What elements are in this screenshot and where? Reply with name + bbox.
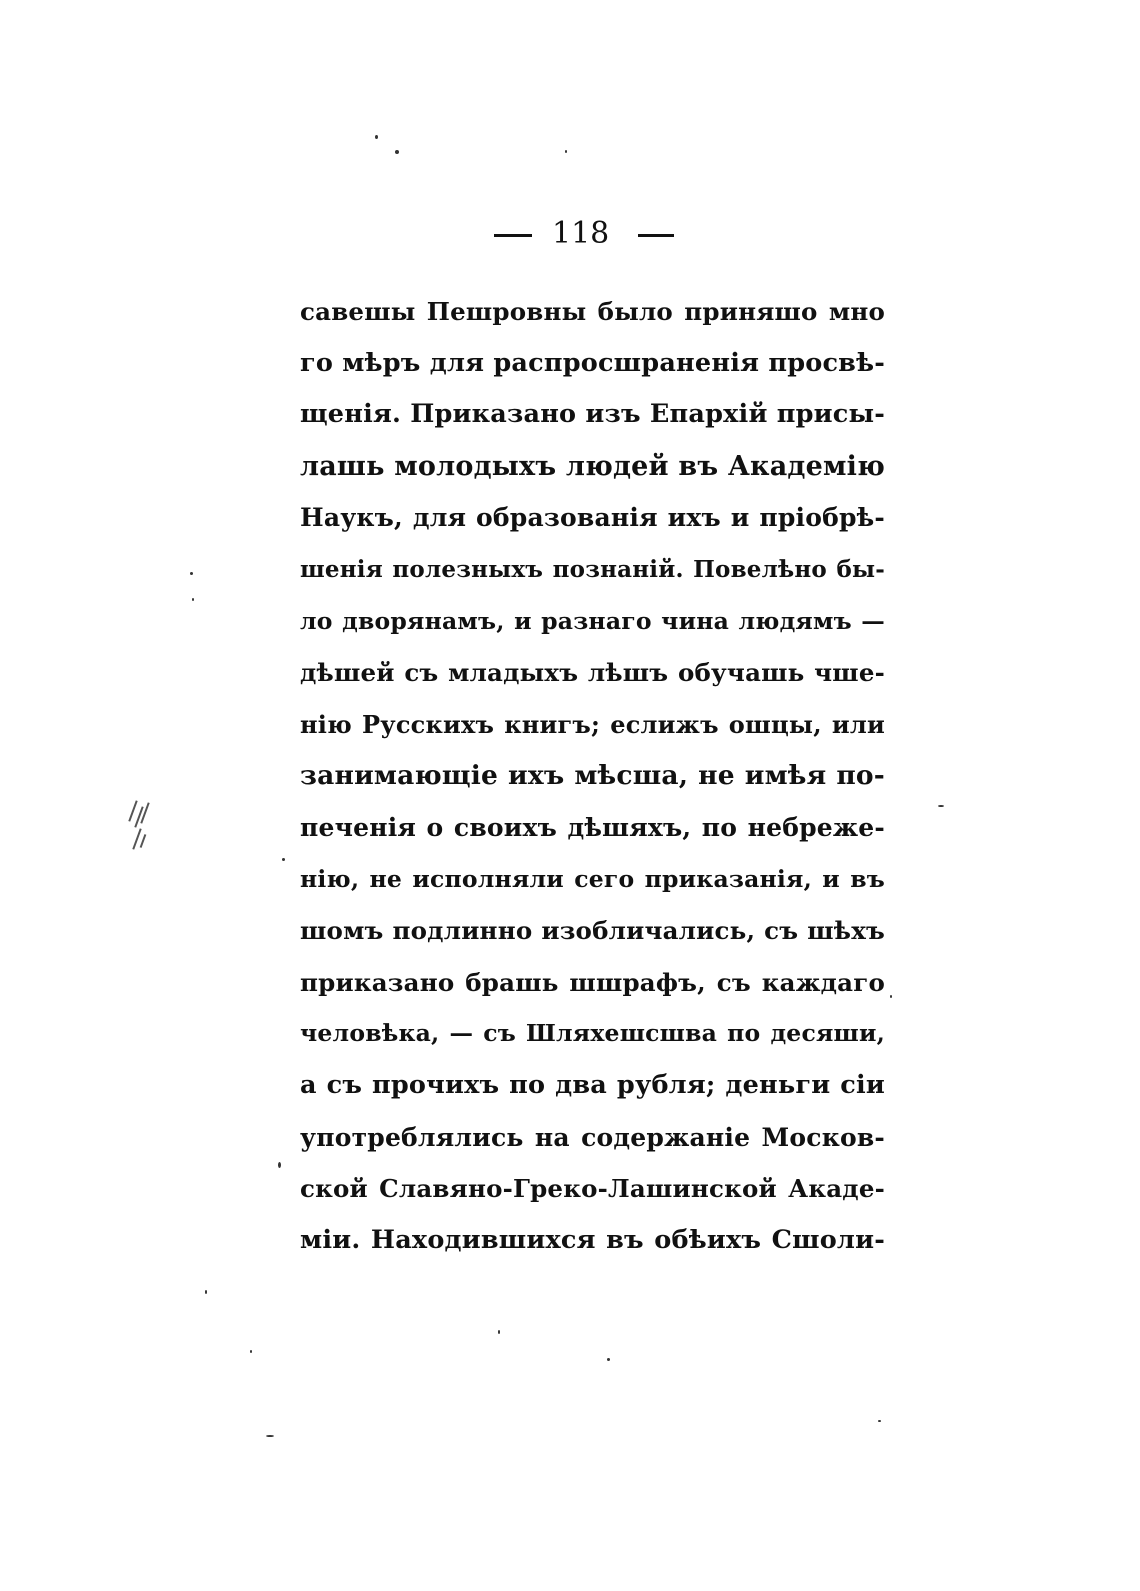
page-number: 118	[552, 216, 610, 251]
header-dash-left	[494, 234, 532, 237]
scan-speck	[878, 1420, 881, 1422]
scan-speck	[282, 858, 285, 861]
text-line: употреблялись на содержаніе Москов-	[300, 1122, 885, 1152]
text-line: печенія о своихъ дѣшяхъ, по небреже-	[300, 812, 885, 842]
text-line: шомъ подлинно изобличались, съ шѣхъ	[300, 916, 885, 946]
text-line: ло дворянамъ, и разнаго чина людямъ —	[300, 606, 885, 635]
text-line: Наукъ, для образованія ихъ и пріобрѣ-	[300, 503, 885, 533]
scan-speck	[565, 150, 567, 153]
scan-speck	[498, 1330, 500, 1334]
scan-speck	[266, 1435, 274, 1437]
scan-speck	[938, 805, 944, 807]
scan-speck	[205, 1290, 207, 1294]
text-line: шенія полезныхъ познаній. Повелѣно бы-	[300, 555, 885, 583]
text-line: человѣка, — съ Шляхешсшва по десяши,	[300, 1019, 885, 1048]
scan-speck	[250, 1350, 252, 1353]
text-line: дѣшей съ младыхъ лѣшъ обучашь чше-	[300, 658, 885, 688]
text-line: нію, не исполняли сего приказанія, и въ	[300, 864, 885, 893]
text-line: савешы Пешровны было приняшо мно	[300, 297, 885, 326]
text-line: щенія. Приказано изъ Епархій присы-	[300, 399, 885, 430]
scan-speck	[890, 995, 892, 998]
scan-speck	[375, 135, 378, 139]
text-line: приказано брашь шшрафъ, съ каждаго	[300, 967, 885, 997]
scan-scratch	[128, 800, 178, 860]
page-header	[0, 208, 1140, 258]
header-dash-right	[638, 234, 674, 237]
body-text	[300, 286, 885, 1266]
text-line: нію Русскихъ книгъ; еслижъ ошцы, или	[300, 709, 885, 739]
scan-speck	[607, 1358, 610, 1361]
scan-speck	[192, 598, 194, 601]
text-line: го мѣръ для распросшраненія просвѣ-	[300, 347, 885, 378]
scan-speck	[278, 1162, 281, 1168]
text-line: ской Славяно-Греко-Лашинской Акаде-	[300, 1174, 885, 1204]
text-line: занимающіе ихъ мѣсша, не имѣя по-	[300, 760, 885, 792]
text-line: лашь молодыхъ людей въ Академію	[300, 450, 885, 482]
scan-speck	[395, 150, 399, 154]
text-line: міи. Находившихся въ обѣихъ Сшоли-	[300, 1224, 885, 1255]
text-line: а съ прочихъ по два рубля; деньги сіи	[300, 1069, 885, 1100]
scan-speck	[190, 572, 193, 575]
